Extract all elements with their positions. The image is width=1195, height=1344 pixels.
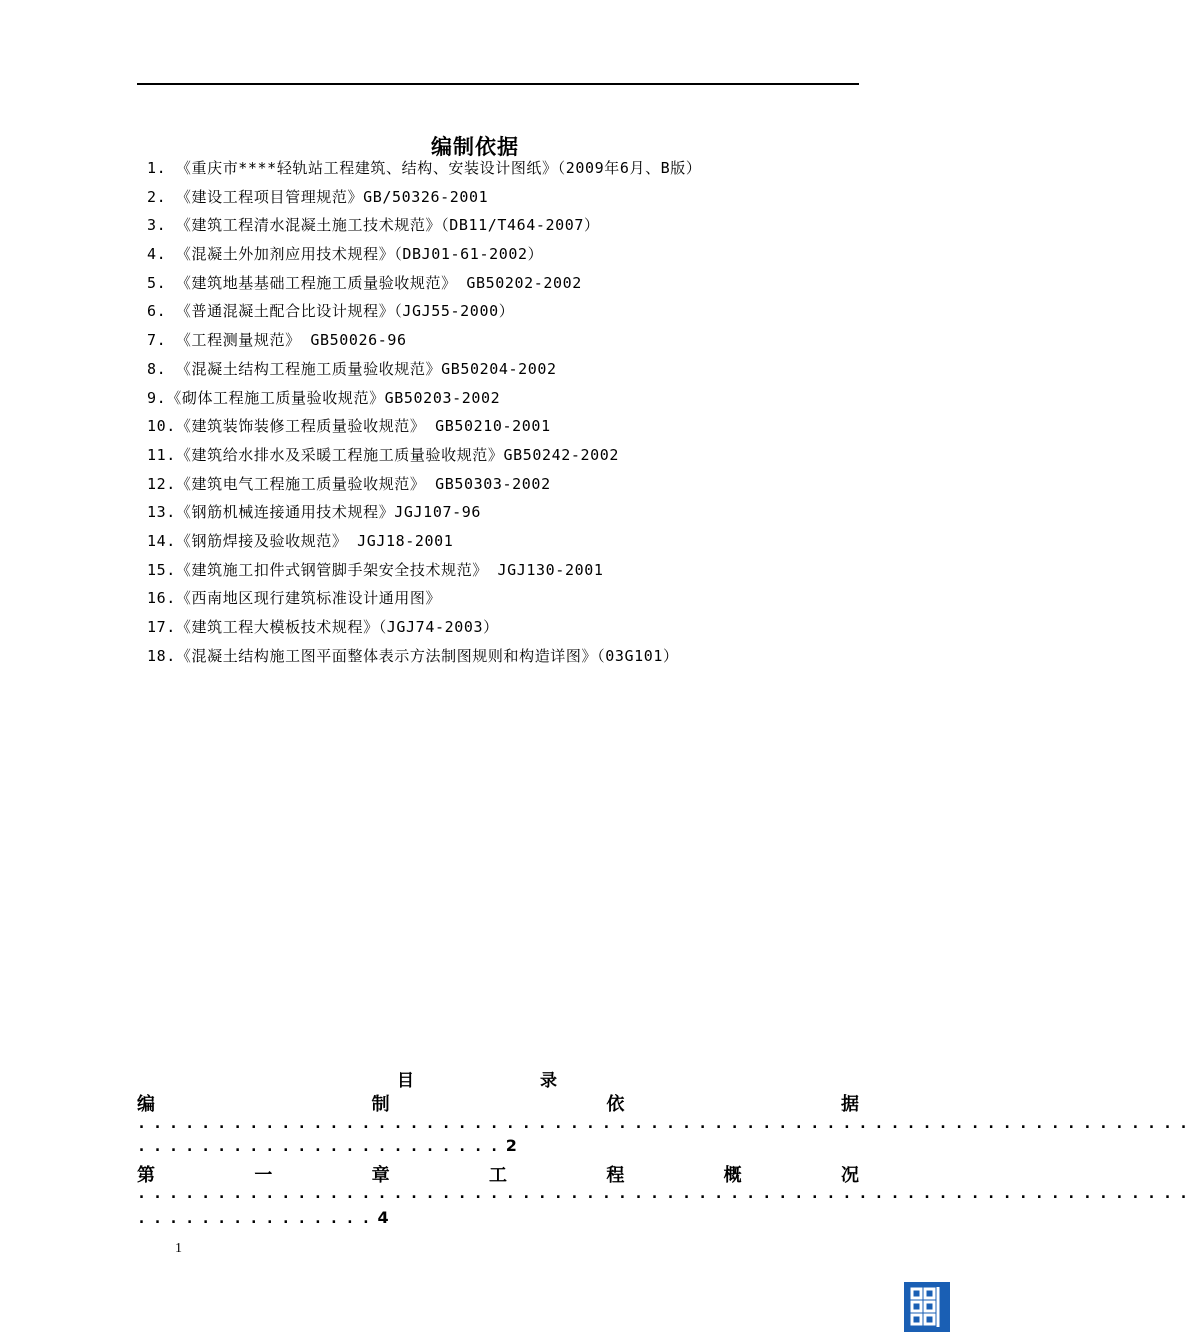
reference-item: 11.《建筑给水排水及采暖工程施工质量验收规范》GB50242-2002	[147, 445, 620, 464]
toc-title: 目 录	[397, 1071, 597, 1091]
toc-char: 程	[606, 1165, 625, 1186]
reference-item: 4. 《混凝土外加剂应用技术规程》（DBJ01-61-2002）	[147, 245, 544, 264]
page-number: 1	[175, 1241, 182, 1256]
toc-char: 概	[723, 1165, 742, 1186]
company-logo-icon	[904, 1282, 950, 1332]
page-title: 编制依据	[431, 135, 519, 159]
reference-item: 3. 《建筑工程清水混凝土施工技术规范》（DB11/T464-2007）	[147, 216, 600, 235]
toc-leader-dots: ..................................................................	[137, 1114, 1195, 1132]
reference-item: 13.《钢筋机械连接通用技术规程》JGJ107-96	[147, 503, 481, 522]
reference-list	[147, 158, 702, 674]
toc-entry-label[interactable]	[137, 1090, 859, 1116]
reference-item: 18.《混凝土结构施工图平面整体表示方法制图规则和构造详图》（03G101）	[147, 646, 679, 665]
header-rule	[137, 83, 859, 85]
toc-char: 一	[254, 1165, 273, 1186]
reference-item: 10.《建筑装饰装修工程质量验收规范》 GB50210-2001	[147, 417, 551, 436]
toc-leader-dots: .......................2	[137, 1136, 517, 1155]
reference-item: 2. 《建设工程项目管理规范》GB/50326-2001	[147, 187, 489, 206]
toc-leader-dots: ..................................................................	[137, 1184, 1195, 1202]
toc-char: 章	[371, 1165, 390, 1186]
toc-page-number: 4	[377, 1208, 389, 1227]
reference-item: 17.《建筑工程大模板技术规程》（JGJ74-2003）	[147, 618, 499, 636]
reference-item: 1. 《重庆市****轻轨站工程建筑、结构、安装设计图纸》（2009年6月、B版）	[147, 159, 702, 177]
toc-char: 工	[488, 1165, 507, 1186]
reference-item: 14.《钢筋焊接及验收规范》 JGJ18-2001	[147, 531, 454, 550]
toc-char: 第	[137, 1165, 155, 1186]
toc-char: 况	[840, 1165, 859, 1186]
toc-char: 编	[137, 1094, 155, 1115]
reference-item: 16.《西南地区现行建筑标准设计通用图》	[147, 589, 442, 608]
reference-item: 7. 《工程测量规范》 GB50026-96	[147, 331, 407, 350]
reference-item: 12.《建筑电气工程施工质量验收规范》 GB50303-2002	[147, 474, 551, 493]
toc-page-number: 2	[505, 1136, 517, 1155]
reference-item: 6. 《普通混凝土配合比设计规程》（JGJ55-2000）	[147, 302, 515, 321]
reference-item: 15.《建筑施工扣件式钢管脚手架安全技术规范》 JGJ130-2001	[147, 560, 604, 579]
reference-item: 9.《砌体工程施工质量验收规范》GB50203-2002	[147, 388, 501, 407]
toc-leader-dots: ...............4	[137, 1208, 389, 1227]
toc-char: 制	[371, 1094, 390, 1115]
reference-item: 5. 《建筑地基基础工程施工质量验收规范》 GB50202-2002	[147, 273, 582, 292]
toc-char: 据	[840, 1094, 859, 1115]
reference-item: 8. 《混凝土结构工程施工质量验收规范》GB50204-2002	[147, 359, 557, 378]
toc-char: 依	[606, 1094, 625, 1115]
